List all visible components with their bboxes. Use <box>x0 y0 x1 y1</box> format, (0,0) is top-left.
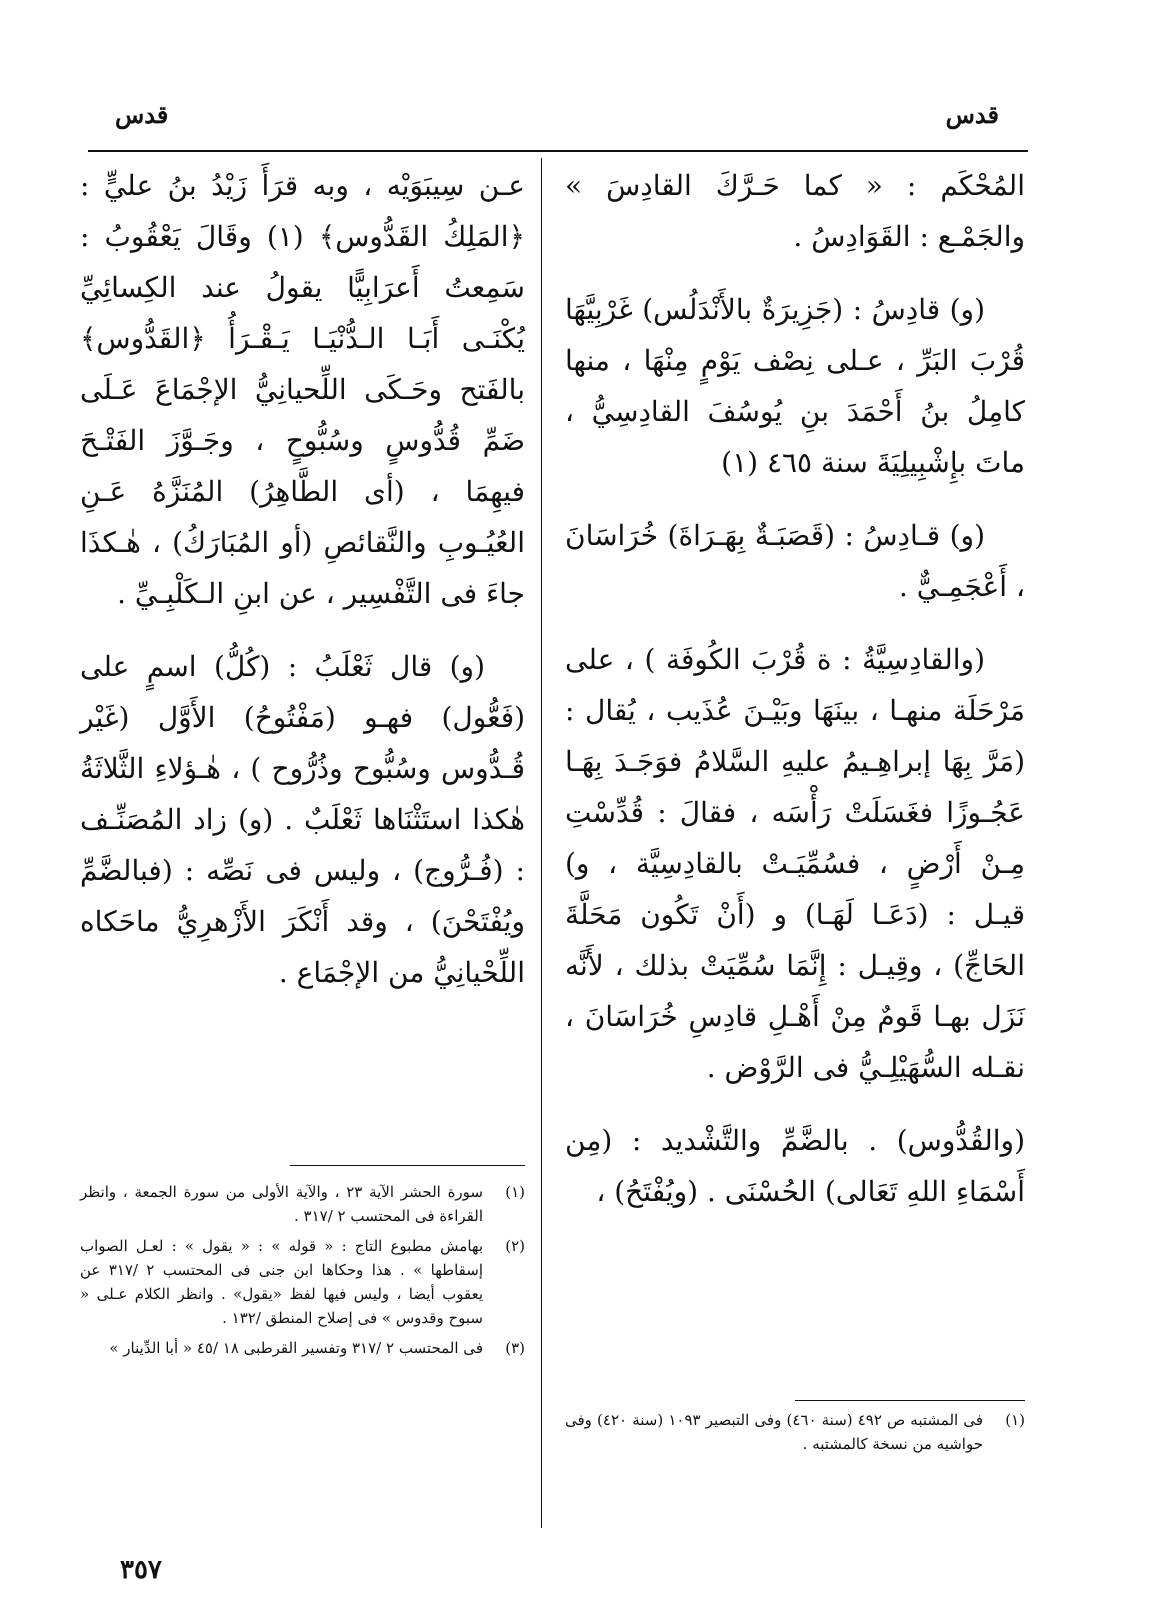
footnote-number: (١) <box>1005 1411 1025 1429</box>
footnote-text: سورة الحشر الآية ٢٣ ، والآية الأولى من سورة الجمعة ، وانظر القراءة فى المحتسب ٢ /٣١٧ . <box>80 1183 483 1225</box>
entry-paragraph: عـن سِيبَوَيْه ، وبه قرَأَ زَيْدُ بنُ عليٍّ : ﴿المَلِكُ القَدُّوس﴾ (١) وقَالَ يَعْقُوبُ : سَمِعتُ أَعرَابِيًّا يقولُ عند الكِسائِيِّ يُكْنَـى أَبَـا الـدُّنْيَـا يَـقْـرَأُ ﴿القَدُّوس﴾ بالفَتح وحَـكَى اللِّحيانِيُّ الإجْمَاعَ عَـلَى ضَمِّ قُدُّوسٍ وسُبُّوحٍ ، وجَـوَّزَ الفَتْـحَ فيهِمَا ، (أى الطَّاهِرُ) المُنَزَّهُ عَـنِ العُيُـوبِ والنَّقائصِ (أو المُبَارَكُ) ، هٰـكذَا جاءَ فى التَّفْسِير ، عن ابنِ الـكَلْبِـيِّ . <box>80 169 525 610</box>
column-divider <box>541 158 542 1528</box>
header-rule <box>88 150 1028 152</box>
entry-paragraph: (والقُدُّوس) . بالضَّمِّ والتَّشْديد : (مِن أَسْمَاءِ اللهِ تَعَالى) الحُسْنَى . (ويُفْتَحُ) ، <box>565 1124 1025 1208</box>
entry-paragraph: المُحْكَم : « كما حَـرَّكَ القادِسَ » والجَمْـع : القَوَادِسُ . <box>565 169 1025 253</box>
right-column <box>565 160 1025 1239</box>
footnote-text: فى المحتسب ٢ /٣١٧ وتفسير القرطبى ١٨ /٤٥ « أبا الدِّينار » <box>109 1339 483 1357</box>
footnote-number: (٣) <box>505 1339 525 1357</box>
footnotes-right <box>565 1408 1025 1462</box>
entry-paragraph: (و) قـادِسُ : (قَصَبَـةٌ بِهَـرَاةَ) خُرَاسَانَ ، أَعْجَمِـيٌّ . <box>565 519 1025 603</box>
running-head-left: قدس <box>115 100 169 129</box>
footnote <box>565 1408 1025 1456</box>
footnote <box>80 1180 525 1228</box>
entry-paragraph: (والقادِسِيَّةُ : ة قُرْبَ الكُوفَة ) ، على مَرْحَلَة منهـا ، بينَهَا وبَيْـنَ عُذَيب ، يُقال : (مَرَّ بِهَا إبراهِـيمُ عليهِ السَّلامُ فوَجَـدَ بِهَـا عَجُـوزًا فغَسَلَتْ رَأْسَه ، فقالَ : قُدِّسْتِ مِـنْ أَرْضٍ ، فسُمِّيَـتْ بالقادِسِيَّة ، و) قيـل : (دَعَـا لَهَـا) و (أَنْ تَكُون مَحَلَّةَ الحَاجِّ) ، وقِيـل : إِنَّمَا سُمِّيَتْ بذلك ، لأَنَّه نَزَل بهـا قَومٌ مِنْ أَهْـلِ قادِسِ خُرَاسَانَ ، نقـله السُّهَيْلِـيُّ فى الرَّوْض . <box>565 643 1025 1084</box>
footnote-text: بهامش مطبوع التاج : « قوله » : « يقول » : لعـل الصواب إسقاطها » . هذا وحكاها ابن جنى فى المحتسب ٢ /٣١٧ عن يعقوب أيضا ، وليس فيها لفظ «يقول» . وانظر الكلام عـلى « سبوح وقدوس » فى إصلاح المنطق /١٣٢ . <box>80 1237 483 1327</box>
footnote-number: (١) <box>505 1183 525 1201</box>
footnote-text: فى المشتبه ص ٤٩٢ (سنة ٤٦٠) وفى التبصير ١٠٩٣ (سنة ٤٢٠) وفى حواشيه من نسخة كالمشتبه . <box>565 1411 983 1453</box>
footnote-rule-right <box>795 1400 1025 1401</box>
running-head-right: قدس <box>945 100 999 129</box>
footnotes-left <box>80 1180 525 1366</box>
entry-paragraph: (و) قال ثَعْلَبُ : (كُلُّ) اسمٍ على (فَعُّول) فهـو (مَفْتُوحُ) الأَوَّل (غَيْر قُـدُّوس وسُبُّوح وذُرُّوح ) ، هٰـؤلاءِ الثَّلاثَةُ هٰكذا استَثْنَاها ثَعْلَبٌ . (و) زاد المُصَنِّـف : (فُـرُّوج) ، وليس فى نَصِّه : (فبالضَّمِّ ويُفْتَحْنَ) ، وقد أَنْكَرَ الأَزْهرِيُّ ماحَكاه اللِّحْيانِيُّ من الإجْمَاع . <box>80 650 525 989</box>
footnote-number: (٢) <box>505 1237 525 1255</box>
page-number: ٣٥٧ <box>120 1555 162 1585</box>
entry-paragraph: (و) قادِسُ : (جَزِيرَةٌ بالأَنْدَلُس) غَرْبِيَّهَا قُرْبَ البَرِّ ، عـلى نِصْف يَوْمٍ مِنْهَا ، منها كامِلُ بنُ أَحْمَدَ بنِ يُوسُفَ القادِسِيُّ ، ماتَ بإِشْبِيلِيَةَ سنة ٤٦٥ (١) <box>565 293 1025 479</box>
footnote <box>80 1234 525 1330</box>
footnote-rule-left <box>290 1165 525 1166</box>
footnote <box>80 1336 525 1360</box>
left-column <box>80 160 525 1020</box>
